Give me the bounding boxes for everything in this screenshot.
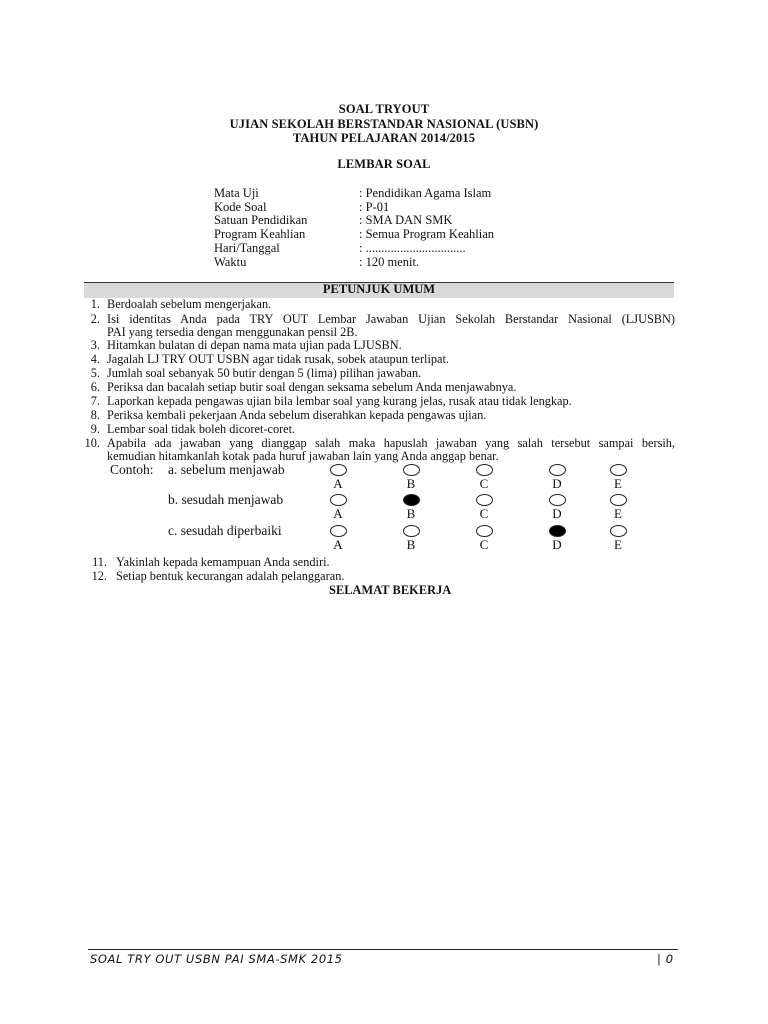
answer-bubble-a <box>330 494 347 506</box>
instruction-text: Jagalah LJ TRY OUT USBN agar tidak rusak, sobek ataupun terlipat. <box>107 352 449 366</box>
contoh-row-label: b. sesudah menjawab <box>168 492 284 507</box>
answer-bubble-c <box>476 464 493 476</box>
instruction-number: 7. <box>90 394 100 408</box>
instruction-text-cont: kemudian hitamkanlah kotak pada huruf jawaban lain yang Anda anggap benar. <box>107 449 499 463</box>
instruction-number: 4. <box>90 352 100 366</box>
instruction-text: Lembar soal tidak boleh dicoret-coret. <box>107 422 296 436</box>
answer-option-letter: E <box>614 476 622 491</box>
instruction-number: 12. <box>91 569 107 583</box>
identity-value: : Pendidikan Agama Islam <box>359 186 492 200</box>
instruction-number: 3. <box>90 338 100 352</box>
instruction-number: 6. <box>90 380 100 394</box>
answer-option-letter: A <box>333 476 343 491</box>
instruction-number: 5. <box>90 366 100 380</box>
answer-option-letter: D <box>552 506 562 521</box>
instruction-text: Periksa dan bacalah setiap butir soal dengan seksama sebelum Anda menjawabnya. <box>107 380 517 394</box>
answer-bubble-a <box>330 525 347 537</box>
answer-option-letter: B <box>406 506 416 521</box>
instruction-text: Apabila ada jawaban yang dianggap salah maka hapuslah jawaban yang salah tersebut sampai bersih, <box>107 436 675 450</box>
answer-bubble-c <box>476 494 493 506</box>
answer-bubble-e <box>610 464 627 476</box>
identity-value: : 120 menit. <box>359 255 420 269</box>
instruction-text: Periksa kembali pekerjaan Anda sebelum diserahkan kepada pengawas ujian. <box>107 408 487 422</box>
answer-option-letter: C <box>479 537 489 552</box>
contoh-label: Contoh: <box>110 462 154 477</box>
answer-bubble-a <box>330 464 347 476</box>
instruction-text: Berdoalah sebelum mengerjakan. <box>107 297 272 311</box>
answer-bubble-c <box>476 525 493 537</box>
answer-bubble-e <box>610 525 627 537</box>
identity-value: : ................................ <box>359 241 466 255</box>
footer-divider <box>88 949 678 950</box>
answer-option-letter: C <box>479 506 489 521</box>
instruction-text-cont: PAI yang tersedia dengan menggunakan pensil 2B. <box>107 325 358 339</box>
instruction-number: 1. <box>90 297 100 311</box>
doc-subtitle: UJIAN SEKOLAH BERSTANDAR NASIONAL (USBN) <box>229 117 539 131</box>
answer-bubble-d <box>549 494 566 506</box>
instruction-number: 10. <box>84 436 100 450</box>
identity-label: Satuan Pendidikan <box>214 213 308 227</box>
instruction-text: Isi identitas Anda pada TRY OUT Lembar Jawaban Ujian Sekolah Berstandar Nasional (LJUSBN) <box>107 312 675 326</box>
selamat-bekerja: SELAMAT BEKERJA <box>329 583 452 597</box>
petunjuk-title: PETUNJUK UMUM <box>322 282 436 296</box>
identity-value: : SMA DAN SMK <box>359 213 453 227</box>
instruction-number: 2. <box>90 312 100 326</box>
identity-label: Kode Soal <box>214 200 267 214</box>
doc-year: TAHUN PELAJARAN 2014/2015 <box>292 131 476 145</box>
answer-option-letter: D <box>552 476 562 491</box>
answer-option-letter: E <box>614 506 622 521</box>
answer-option-letter: A <box>333 506 343 521</box>
instruction-text: Laporkan kepada pengawas ujian bila lembar soal yang kurang jelas, rusak atau tidak lengkap. <box>107 394 572 408</box>
instruction-number: 11. <box>92 555 107 569</box>
doc-title: SOAL TRYOUT <box>338 102 430 116</box>
lembar-soal-heading: LEMBAR SOAL <box>337 157 431 171</box>
identity-label: Hari/Tanggal <box>214 241 280 255</box>
instruction-number: 9. <box>90 422 100 436</box>
instruction-text: Jumlah soal sebanyak 50 butir dengan 5 (lima) pilihan jawaban. <box>107 366 422 380</box>
identity-value: : P-01 <box>359 200 390 214</box>
answer-bubble-d <box>549 464 566 476</box>
identity-label: Waktu <box>214 255 247 269</box>
answer-option-letter: D <box>552 537 562 552</box>
answer-bubble-e <box>610 494 627 506</box>
answer-bubble-b <box>403 525 420 537</box>
page-number: | 0 <box>657 952 674 966</box>
answer-option-letter: B <box>406 537 416 552</box>
instruction-number: 8. <box>90 408 100 422</box>
answer-bubble-b <box>403 464 420 476</box>
answer-option-letter: A <box>333 537 343 552</box>
instruction-text: Yakinlah kepada kemampuan Anda sendiri. <box>116 555 330 569</box>
answer-option-letter: E <box>614 537 622 552</box>
instruction-text: Setiap bentuk kecurangan adalah pelanggaran. <box>116 569 345 583</box>
contoh-row-label: a. sebelum menjawab <box>168 462 285 477</box>
answer-bubble-d <box>549 525 566 537</box>
answer-option-letter: B <box>406 476 416 491</box>
identity-label: Mata Uji <box>214 186 259 200</box>
footer-title: SOAL TRY OUT USBN PAI SMA-SMK 2015 <box>90 952 343 966</box>
identity-value: : Semua Program Keahlian <box>359 227 495 241</box>
identity-label: Program Keahlian <box>214 227 306 241</box>
contoh-row-label: c. sesudah diperbaiki <box>168 523 282 538</box>
answer-bubble-b <box>403 494 420 506</box>
instruction-text: Hitamkan bulatan di depan nama mata ujian pada LJUSBN. <box>107 338 402 352</box>
answer-option-letter: C <box>479 476 489 491</box>
